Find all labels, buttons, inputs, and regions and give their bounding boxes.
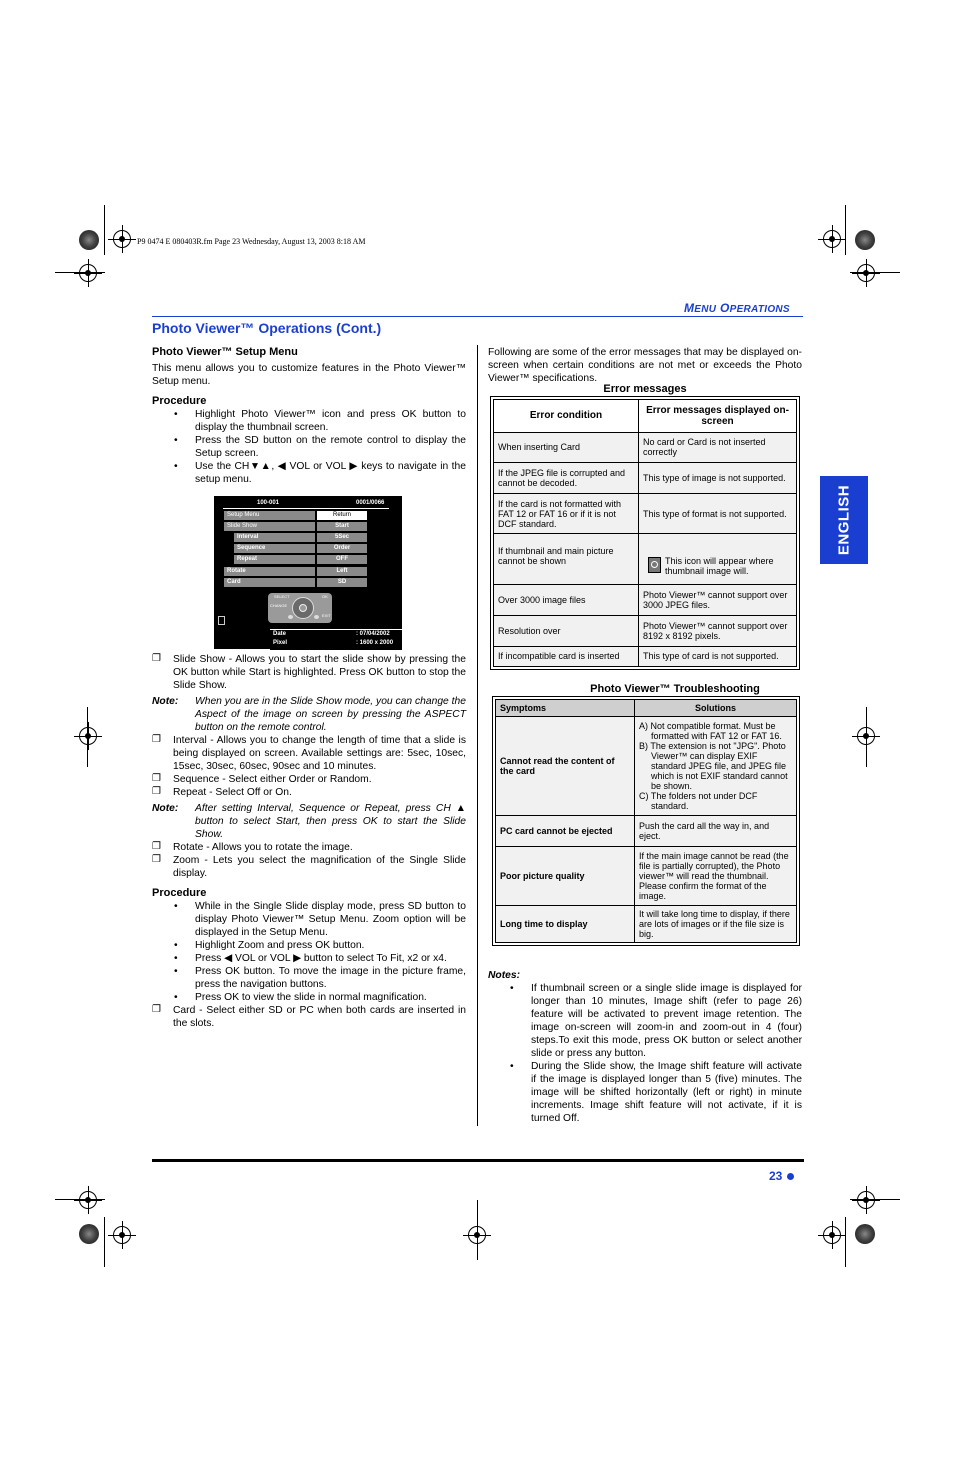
remote-ok-label: OK [322, 594, 328, 599]
menu-label: Slide Show [224, 522, 315, 531]
column-divider [477, 345, 478, 1126]
list-item: ❐ Slide Show - Allows you to start the slide show by pressing the OK button while Start is highlighted. Press OK button to stop the Slide Show. [152, 653, 466, 691]
list-item: • Press OK button. To move the image in the picture frame, press the navigation buttons. [174, 966, 466, 990]
list-item: • Highlight Photo Viewer™ icon and press OK button to display the thumbnail screen. [174, 409, 466, 433]
page-number: 23 [769, 1169, 783, 1183]
table-row: If the JPEG file is corrupted and cannot be decoded. This type of image is not supported. [494, 463, 797, 494]
list-item: • Press OK to view the slide in normal magnification. [174, 992, 427, 1003]
list-item: ❐ Zoom - Lets you select the magnification of the Single Slide display. [152, 854, 466, 879]
menu-value: 5Sec [317, 533, 367, 542]
list-item: ❐ Interval - Allows you to change the length of time that a slide is being displayed on screen. Available settings are: 5sec, 10sec, 15sec, 30sec, 60sec, 90sec and 10 minutes. [152, 734, 466, 772]
remote-change-label: CHANGE [270, 603, 288, 608]
crosshair-mark [79, 264, 97, 282]
trouble-table-title: Photo Viewer™ Troubleshooting [590, 683, 760, 695]
crosshair-mark [823, 1226, 841, 1244]
registration-disc [855, 230, 875, 250]
table-row: PC card cannot be ejected Push the card all the way in, and eject. [496, 816, 797, 846]
note: Note: After setting Interval, Sequence or Repeat, press CH ▲ button to select Start, then press OK to start the Slide Show. [152, 803, 466, 840]
table-row: If thumbnail and main picture cannot be shown This icon will appear where thumbnail image will. [494, 534, 797, 585]
menu-value: SD [317, 578, 367, 587]
date-label: Date [273, 631, 287, 637]
error-intro: Following are some of the error messages that may be displayed on-screen when certain conditions are not met or exceeds the Photo Viewer™ specifications. [488, 347, 802, 384]
menu-label: Sequence [234, 544, 315, 553]
list-item: • While in the Single Slide display mode, press SD button to display Photo Viewer™ Setup Menu. Zoom option will be displayed in the Setup Menu. [174, 901, 466, 938]
registration-disc [855, 1224, 875, 1244]
table-row: When inserting Card No card or Card is not inserted correctly [494, 432, 797, 463]
date-value: : 07/04/2002 [356, 631, 390, 637]
sd-card-icon [218, 616, 225, 625]
table-row: Resolution over Photo Viewer™ cannot support over 8192 x 8192 pixels. [494, 616, 797, 647]
column-header: Error messages displayed on-screen [639, 400, 797, 433]
list-item: • During the Slide show, the Image shift feature will activate if the image is displayed longer than 5 (five) minutes. The image will be shifted horizontally (left or right) in minute increments. Image shift feature will not activate, if it is turned Off. [510, 1061, 802, 1124]
menu-value: Order [317, 544, 367, 553]
menu-label: Setup Menu [224, 511, 315, 520]
file-info: P9 0474 E 080403R.fm Page 23 Wednesday, August 13, 2003 8:18 AM [137, 237, 366, 246]
list-item: ❐ Card - Select either SD or PC when both cards are inserted in the slots. [152, 1004, 466, 1029]
table-row: Cannot read the content of the card A) Not compatible format. Must be formatted with FAT 12 or FAT 16. B) The extension is not "JPG". Photo Viewer™ can display EXIF standard JPEG file, and JPEG file which is not EXIF standard cannot be shown. C) The folders not under DCF standard. [496, 717, 797, 816]
pixel-label: Pixel [273, 640, 288, 646]
pixel-value: : 1600 x 2000 [356, 640, 394, 646]
crosshair-mark [113, 1226, 131, 1244]
setup-intro: This menu allows you to customize features in the Photo Viewer™ Setup menu. [152, 363, 466, 387]
remote-navigation-graphic [268, 593, 332, 623]
list-item: • Highlight Zoom and press OK button. [174, 940, 365, 951]
list-item: ❐ Sequence - Select either Order or Random. [152, 773, 372, 785]
column-header: Error condition [494, 400, 639, 433]
image-info-box [270, 629, 402, 650]
section-header: MENU OPERATIONS [684, 301, 790, 315]
note: Note: When you are in the Slide Show mode, you can change the Aspect of the image on screen by pressing the ASPECT button on the remote control. [152, 696, 466, 733]
left-column-lower [152, 653, 466, 1030]
menu-label: Rotate [224, 567, 315, 576]
header-rule [152, 316, 803, 317]
table-row: Long time to display It will take long time to display, if there are lots of images or if the file size is big. [496, 905, 797, 942]
image-count: 0001/0066 [356, 500, 385, 506]
footer-rule [152, 1159, 804, 1162]
page-title: Photo Viewer™ Operations (Cont.) [152, 320, 382, 336]
crosshair-mark [857, 264, 875, 282]
broken-image-icon [648, 557, 661, 573]
setup-menu-screenshot [214, 496, 402, 649]
crosshair-mark [79, 727, 97, 745]
remote-exit-label: EXIT [322, 613, 331, 618]
menu-label: Interval [234, 533, 315, 542]
list-item: ❐ Rotate - Allows you to rotate the image. [152, 841, 353, 853]
error-table [490, 396, 800, 670]
left-column [152, 346, 466, 486]
menu-value: OFF [317, 555, 367, 564]
table-row: If incompatible card is inserted This type of card is not supported. [494, 646, 797, 666]
notes-label: Notes: [488, 970, 521, 981]
list-item: • If thumbnail screen or a single slide image is displayed for longer than 10 minutes, Image shift (refer to page 26) feature will be activated to prevent image retention. The image on-screen will zoom-in and zoom-out in 4 (four) steps.To exit this mode, press OK button or select another slide or press any button. [510, 983, 802, 1059]
setup-heading: Photo Viewer™ Setup Menu [152, 346, 298, 358]
table-row: Poor picture quality If the main image cannot be read (the file is partially corrupted), the Photo viewer™ will read the thumbnail. Please confirm the format of the image. [496, 846, 797, 905]
list-item: • Use the CH▼▲, ◀ VOL or VOL ▶ keys to navigate in the setup menu. [174, 461, 466, 485]
crosshair-mark [79, 1191, 97, 1209]
list-item: • Press ◀ VOL or VOL ▶ button to select To Fit, x2 or x4. [174, 953, 447, 964]
crosshair-mark [857, 1191, 875, 1209]
crosshair-mark [823, 230, 841, 248]
procedure-heading: Procedure [152, 395, 207, 407]
column-header: Symptoms [496, 700, 635, 717]
error-table-title: Error messages [603, 383, 687, 395]
list-item: ❐ Repeat - Select Off or On. [152, 786, 292, 798]
crosshair-mark [113, 230, 131, 248]
menu-label: Repeat [234, 555, 315, 564]
menu-value: Start [317, 522, 367, 531]
menu-label: Card [224, 578, 315, 587]
registration-disc [79, 1224, 99, 1244]
menu-value: Return [317, 511, 367, 520]
english-tab: ENGLISH [820, 476, 868, 564]
remote-select-label: SELECT [274, 594, 290, 599]
notes-section [488, 969, 802, 1125]
table-row: Over 3000 image files Photo Viewer™ cannot support over 3000 JPEG files. [494, 585, 797, 616]
troubleshooting-table [492, 696, 800, 946]
column-header: Solutions [635, 700, 797, 717]
procedure-heading: Procedure [152, 887, 207, 899]
table-row: If the card is not formatted with FAT 12 or FAT 16 or if it is not DCF standard. This type of format is not supported. [494, 493, 797, 534]
list-item: • Press the SD button on the remote control to display the Setup screen. [174, 435, 466, 459]
menu-value: Left [317, 567, 367, 576]
registration-disc [79, 230, 99, 250]
page-number-dot [787, 1173, 794, 1180]
folder-number: 100-001 [257, 500, 280, 506]
